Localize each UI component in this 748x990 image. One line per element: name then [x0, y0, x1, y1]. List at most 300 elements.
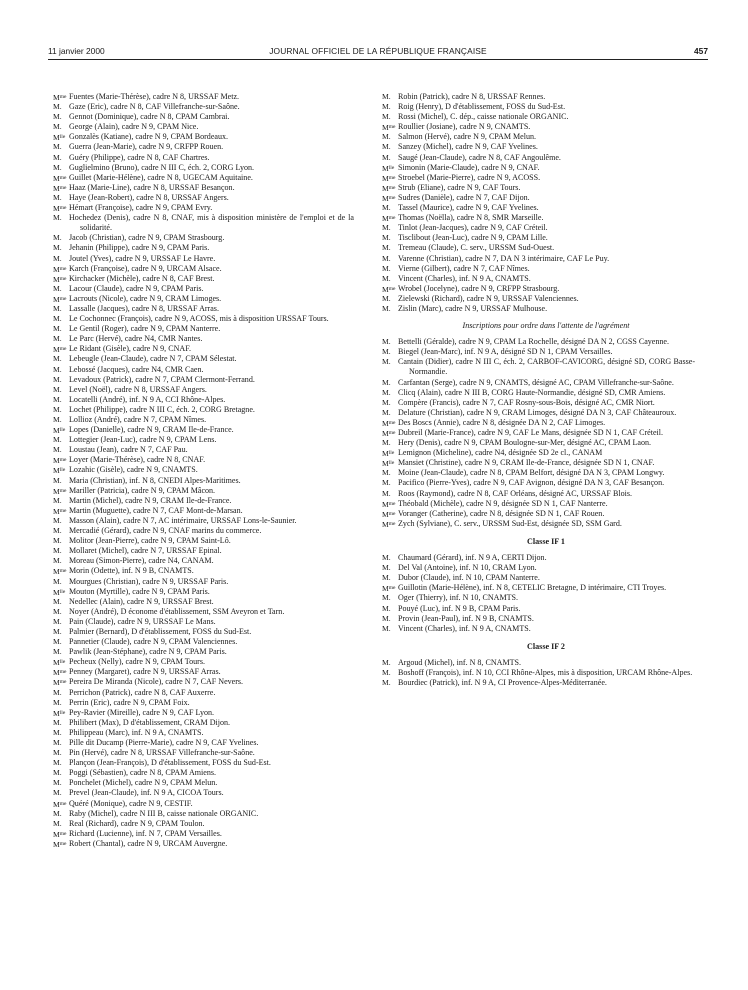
civility-title: M.	[53, 495, 62, 505]
list-item	[383, 448, 695, 458]
entry-text: Provin (Jean-Paul), inf. N 9 B, CNAMTS.	[398, 613, 534, 623]
list-item	[54, 243, 354, 253]
civility-title: $M^{me}$	[53, 678, 67, 688]
civility-title: M.	[382, 603, 391, 613]
entry-text: Boshoff (François), inf. N 10, CCI Rhône-Alpes, mis à disposition, URCAM Rhône-Alpes.	[398, 667, 693, 677]
entry-text: Roullier (Josiane), cadre N 9, CNAMTS.	[398, 122, 531, 132]
entry-text: Robin (Patrick), cadre N 8, URSSAF Rennes.	[398, 92, 546, 101]
entry-text: Gonzalès (Katiane), cadre N 9, CPAM Bordeaux.	[69, 132, 229, 142]
civility-title: $M^{me}$	[382, 173, 396, 183]
civility-title: M.	[53, 162, 62, 172]
entry-text: Pecheux (Nelly), cadre N 9, CPAM Tours.	[69, 657, 205, 667]
civility-title: M.	[53, 253, 62, 263]
civility-title: $M^{me}$	[53, 829, 67, 839]
civility-title: M.	[53, 748, 62, 758]
list-item	[54, 465, 354, 475]
entry-text: Vincent (Charles), inf. N 9 A, CNAMTS.	[398, 623, 531, 633]
entry-text: Thomas (Noëlla), cadre N 8, SMR Marseille.	[398, 213, 544, 223]
civility-title: M.	[53, 788, 62, 798]
entry-text: Poggi (Sébastien), cadre N 8, CPAM Amiens.	[69, 768, 216, 778]
entry-text: Varenne (Christian), cadre N 7, DA N 3 intérimaire, CAF Le Puy.	[398, 253, 610, 263]
list-item	[383, 668, 695, 678]
list-item	[54, 738, 354, 748]
entry-text: Simonin (Marie-Claude), cadre N 9, CNAF.	[398, 162, 540, 172]
list-item	[54, 486, 354, 496]
civility-title: M.	[382, 397, 391, 407]
civility-title: M.	[382, 347, 391, 357]
list-item	[54, 677, 354, 687]
civility-title: $M^{me}$	[382, 509, 396, 519]
civility-title: M.	[53, 354, 62, 364]
civility-title: M.	[53, 314, 62, 324]
entry-text: Lopes (Danielle), cadre N 9, CRAM Ile-de-France.	[69, 425, 234, 435]
class1-list	[383, 553, 695, 634]
entry-text: Perrichon (Patrick), cadre N 8, CAF Auxerre.	[69, 687, 216, 697]
entry-text: Locatelli (André), inf. N 9 A, CCI Rhône-Alpes.	[69, 394, 226, 404]
entry-text: Del Val (Antoine), inf. N 10, CRAM Lyon.	[398, 563, 537, 573]
civility-title: $M^{lle}$	[53, 426, 66, 436]
civility-title: $M^{lle}$	[53, 133, 66, 143]
left-column	[54, 92, 354, 849]
entry-text: Saugé (Jean-Claude), cadre N 8, CAF Angoulême.	[398, 152, 561, 162]
entry-text: Haaz (Marie-Line), cadre N 8, URSSAF Besançon.	[69, 182, 235, 192]
civility-title: $M^{me}$	[53, 506, 67, 516]
entry-text: Moreau (Simon-Pierre), cadre N4, CANAM.	[69, 556, 214, 566]
entry-text: Lollioz (André), cadre N 7, CPAM Nîmes.	[69, 415, 207, 424]
entry-text: Maria (Christian), inf. N 8, CNEDI Alpes-Maritimes.	[69, 475, 241, 485]
civility-title: M.	[382, 102, 391, 112]
list-item	[54, 405, 354, 415]
civility-title: $M^{me}$	[53, 799, 67, 809]
list-item	[54, 597, 354, 607]
list-item	[54, 657, 354, 667]
civility-title: M.	[382, 488, 391, 498]
list-item	[54, 496, 354, 506]
list-item	[383, 553, 695, 563]
list-item	[54, 193, 354, 203]
list-item	[54, 799, 354, 809]
civility-title: M.	[53, 778, 62, 788]
civility-title: M.	[53, 808, 62, 818]
entry-text: Carfantan (Serge), cadre N 9, CNAMTS, désigné AC, CPAM Villefranche-sur-Saône.	[398, 377, 674, 387]
list-item	[54, 213, 354, 233]
civility-title: M.	[382, 233, 391, 243]
entry-text: Gaze (Eric), cadre N 8, CAF Villefranche-sur-Saône.	[69, 102, 240, 112]
list-item	[383, 243, 695, 253]
list-item	[383, 112, 695, 122]
entry-text: Plançon (Jean-François), D d'établissement, FOSS du Sud-Est.	[69, 758, 271, 768]
civility-title: $M^{me}$	[382, 183, 396, 193]
civility-title: M.	[53, 637, 62, 647]
inscriptions-title: Inscriptions pour ordre dans l'attente de l'agrément	[462, 321, 630, 331]
entry-text: Prevel (Jean-Claude), inf. N 9 A, CICOA Tours.	[69, 788, 224, 798]
right-column	[383, 92, 695, 688]
civility-title: $M^{me}$	[53, 204, 67, 214]
list-item	[54, 647, 354, 657]
list-item	[54, 304, 354, 314]
civility-title: $M^{me}$	[53, 668, 67, 678]
list-item	[54, 617, 354, 627]
class2-title: Classe IF 2	[527, 641, 565, 651]
civility-title: M.	[382, 223, 391, 233]
list-item	[54, 445, 354, 455]
entry-text: Richard (Lucienne), inf. N 7, CPAM Versailles.	[69, 828, 222, 838]
civility-title: M.	[382, 132, 391, 142]
entry-text: Le Ridant (Gisèle), cadre N 9, CNAF.	[69, 344, 192, 354]
list-item	[54, 354, 354, 364]
entry-text: Zislin (Marc), cadre N 9, URSSAF Mulhouse.	[398, 303, 548, 313]
civility-title: M.	[53, 142, 62, 152]
entry-text: Robert (Chantal), cadre N 9, URCAM Auvergne.	[69, 838, 228, 848]
civility-title: M.	[53, 384, 62, 394]
entry-text: Lacour (Claude), cadre N 9, CPAM Paris.	[69, 283, 204, 293]
entry-text: Compère (Francis), cadre N 7, CAF Rosny-sous-Bois, désigné AC, CMR Niort.	[398, 397, 655, 407]
civility-title: $M^{me}$	[382, 499, 396, 509]
entry-text: Lozahic (Gisèle), cadre N 9, CNAMTS.	[69, 465, 198, 475]
list-item	[54, 778, 354, 788]
civility-title: M.	[53, 768, 62, 778]
civility-title: $M^{me}$	[382, 584, 396, 594]
list-item	[383, 438, 695, 448]
list-item	[383, 284, 695, 294]
entry-text: Philippeau (Marc), inf. N 9 A, CNAMTS.	[69, 727, 204, 737]
entry-text: Guéry (Philippe), cadre N 8, CAF Chartres.	[69, 152, 210, 162]
page-header	[48, 46, 708, 60]
list-item	[383, 203, 695, 213]
entry-text: Mansiet (Christine), cadre N 9, CRAM Ile-de-France, désignée SD N 1, CNAF.	[398, 458, 655, 468]
entry-text: Roig (Henry), D d'établissement, FOSS du Sud-Est.	[398, 102, 566, 112]
entry-text: Stroebel (Marie-Pierre), cadre N 9, ACOSS.	[398, 172, 541, 182]
list-item	[383, 264, 695, 274]
civility-title: M.	[53, 475, 62, 485]
civility-title: M.	[53, 758, 62, 768]
list-item	[383, 347, 695, 357]
list-item	[383, 378, 695, 388]
civility-title: $M^{me}$	[53, 274, 67, 284]
list-item	[54, 365, 354, 375]
civility-title: M.	[382, 377, 391, 387]
entry-text: Joutel (Yves), cadre N 9, URSSAF Le Havre.	[69, 253, 216, 263]
civility-title: M.	[53, 283, 62, 293]
list-item	[54, 415, 354, 425]
civility-title: M.	[53, 213, 62, 223]
list-item	[54, 839, 354, 849]
list-item	[54, 556, 354, 566]
list-item	[54, 627, 354, 637]
list-item	[383, 132, 695, 142]
civility-title: M.	[382, 657, 391, 667]
entry-text: Hery (Denis), cadre N 9, CPAM Boulogne-sur-Mer, désigné AC, CPAM Laon.	[398, 438, 652, 448]
civility-title: M.	[382, 563, 391, 573]
list-item	[383, 624, 695, 634]
entry-text: Martin (Muguette), cadre N 7, CAF Mont-de-Marsan.	[69, 505, 243, 515]
list-item	[383, 183, 695, 193]
class2-list	[383, 658, 695, 688]
entry-text: Quéré (Monique), cadre N 9, CESTIF.	[69, 798, 193, 808]
list-item	[54, 607, 354, 617]
list-item	[54, 667, 354, 677]
civility-title: M.	[382, 387, 391, 397]
civility-title: M.	[53, 152, 62, 162]
entry-text: Gennot (Dominique), cadre N 8, CPAM Cambrai.	[69, 112, 230, 122]
civility-title: M.	[53, 606, 62, 616]
list-item	[54, 708, 354, 718]
entry-text: Fuentes (Marie-Thérèse), cadre N 8, URSSAF Metz.	[69, 92, 240, 101]
entry-text: Le Cochonnec (François), cadre N 9, ACOSS, mis à disposition URSSAF Tours.	[69, 314, 329, 324]
entry-text: Haye (Jean-Robert), cadre N 8, URSSAF Angers.	[69, 192, 229, 202]
civility-title: M.	[382, 337, 391, 347]
list-item	[54, 294, 354, 304]
list-item	[54, 566, 354, 576]
entry-text: Des Boscs (Annie), cadre N 8, désignée DA N 2, CAF Limoges.	[398, 417, 606, 427]
entry-text: Ponchelet (Michel), cadre N 9, CPAM Melun.	[69, 778, 218, 788]
civility-title: M.	[53, 596, 62, 606]
entry-text: Strub (Eliane), cadre N 9, CAF Tours.	[398, 182, 521, 192]
civility-title: $M^{me}$	[53, 486, 67, 496]
civility-title: M.	[53, 324, 62, 334]
list-item	[383, 593, 695, 603]
list-item	[383, 658, 695, 668]
list-item	[54, 334, 354, 344]
list-item	[383, 274, 695, 284]
entry-text: Argoud (Michel), inf. N 8, CNAMTS.	[398, 657, 522, 667]
civility-title: $M^{me}$	[382, 284, 396, 294]
civility-title: M.	[382, 112, 391, 122]
entry-text: Mercadié (Gérard), cadre N 9, CNAF marins du commerce.	[69, 526, 262, 536]
list-item	[54, 688, 354, 698]
civility-title: M.	[53, 687, 62, 697]
entry-text: Tisclibout (Jean-Luc), cadre N 9, CPAM Lille.	[398, 233, 548, 243]
entry-text: Tinlot (Jean-Jacques), cadre N 9, CAF Créteil.	[398, 223, 548, 233]
list-item	[54, 587, 354, 597]
list-item	[54, 819, 354, 829]
civility-title: M.	[382, 142, 391, 152]
list-item	[54, 112, 354, 122]
civility-title: $M^{me}$	[382, 519, 396, 529]
entry-text: Lassalle (Jacques), cadre N 8, URSSAF Arras.	[69, 303, 219, 313]
list-item	[54, 698, 354, 708]
entry-text: Tremeau (Claude), C. serv., URSSM Sud-Ouest.	[398, 243, 555, 253]
journal-title: JOURNAL OFFICIEL DE LA RÉPUBLIQUE FRANÇAISE	[269, 46, 487, 56]
list-item	[383, 153, 695, 163]
left-list	[54, 92, 354, 849]
list-item	[54, 476, 354, 486]
civility-title: $M^{me}$	[382, 214, 396, 224]
civility-title: $M^{lle}$	[53, 466, 66, 476]
entry-text: Dubreil (Marie-France), cadre N 9, CAF Le Mans, désignée SD N 1, CAF Créteil.	[398, 428, 664, 437]
civility-title: M.	[53, 616, 62, 626]
list-item	[54, 809, 354, 819]
entry-text: Morin (Odette), inf. N 9 B, CNAMTS.	[69, 566, 194, 576]
list-item	[383, 233, 695, 243]
entry-text: Sudres (Danièle), cadre N 7, CAF Dijon.	[398, 192, 530, 202]
entry-text: Sanzey (Michel), cadre N 9, CAF Yvelines.	[398, 142, 538, 152]
entry-text: Raby (Michel), cadre N III B, caisse nationale ORGANIC.	[69, 808, 259, 818]
civility-title: $M^{me}$	[53, 345, 67, 355]
entry-text: Théobald (Michèle), cadre N 9, désignée SD N 1, CAF Nanterre.	[398, 498, 608, 508]
civility-title: M.	[382, 468, 391, 478]
list-item	[383, 604, 695, 614]
civility-title: $M^{lle}$	[382, 449, 395, 459]
civility-title: M.	[53, 334, 62, 344]
civility-title: $M^{me}$	[53, 567, 67, 577]
entry-text: Tassel (Maurice), cadre N 9, CAF Yvelines.	[398, 203, 539, 213]
list-item	[54, 203, 354, 213]
list-item	[54, 314, 354, 324]
civility-title: M.	[53, 536, 62, 546]
civility-title: M.	[382, 92, 391, 101]
civility-title: M.	[382, 303, 391, 313]
civility-title: M.	[382, 152, 391, 162]
list-item	[54, 455, 354, 465]
entry-text: Loustau (Jean), cadre N 7, CAF Pau.	[69, 445, 188, 455]
list-item	[54, 788, 354, 798]
civility-title: M.	[382, 573, 391, 583]
list-item	[383, 509, 695, 519]
list-item	[383, 478, 695, 488]
entry-text: Moine (Jean-Claude), cadre N 8, CPAM Belfort, désigné DA N 3, CPAM Longwy.	[398, 468, 665, 478]
entry-text: Pain (Claude), cadre N 9, URSSAF Le Mans.	[69, 616, 216, 626]
entry-text: Chaumard (Gérard), inf. N 9 A, CERTI Dijon.	[398, 553, 547, 563]
civility-title: $M^{me}$	[53, 173, 67, 183]
list-item	[54, 153, 354, 163]
civility-title: $M^{me}$	[382, 193, 396, 203]
civility-title: M.	[53, 515, 62, 525]
page-number: 457	[694, 46, 708, 56]
entry-text: Biegel (Jean-Marc), inf. N 9 A, désigné SD N 1, CPAM Versailles.	[398, 347, 613, 357]
entry-text: Lottegier (Jean-Luc), cadre N 9, CPAM Lens.	[69, 435, 217, 445]
list-item	[383, 583, 695, 593]
civility-title: M.	[53, 445, 62, 455]
civility-title: M.	[382, 357, 391, 367]
civility-title: M.	[53, 243, 62, 253]
entry-text: Guglielmino (Bruno), cadre N III C, éch. 2, CORG Lyon.	[69, 162, 255, 172]
list-item	[54, 768, 354, 778]
list-item	[54, 284, 354, 294]
entry-text: Zielewski (Richard), cadre N 9, URSSAF Valenciennes.	[398, 293, 579, 303]
list-item	[54, 577, 354, 587]
list-item	[383, 614, 695, 624]
entry-text: Oger (Thierry), inf. N 10, CNAMTS.	[398, 593, 519, 603]
entry-text: Roos (Raymond), cadre N 8, CAF Orléans, désigné AC, URSSAF Blois.	[398, 488, 633, 498]
entry-text: Rossi (Michel), C. dép., caisse nationale ORGANIC.	[398, 112, 569, 122]
entry-text: Mollaret (Michel), cadre N 7, URSSAF Epinal.	[69, 546, 222, 556]
list-item	[54, 264, 354, 274]
list-item	[54, 324, 354, 334]
list-item	[54, 516, 354, 526]
civility-title: M.	[53, 647, 62, 657]
civility-title: M.	[53, 717, 62, 727]
civility-title: M.	[53, 556, 62, 566]
entry-text: Pouyé (Luc), inf. N 9 B, CPAM Paris.	[398, 603, 521, 613]
entry-text: Mourgues (Christian), cadre N 9, URSSAF Paris.	[69, 576, 229, 586]
entry-text: Pey-Ravier (Mireille), cadre N 9, CAF Lyon.	[69, 707, 215, 717]
list-item	[54, 728, 354, 738]
civility-title: M.	[53, 394, 62, 404]
entry-text: Molitor (Jean-Pierre), cadre N 9, CPAM Saint-Lô.	[69, 536, 231, 546]
entry-text: Vincent (Charles), inf. N 9 A, CNAMTS.	[398, 273, 531, 283]
civility-title: M.	[53, 738, 62, 747]
civility-title: M.	[53, 192, 62, 202]
list-item	[383, 388, 695, 398]
entry-text: Mariller (Patricia), cadre N 9, CPAM Mâcon.	[69, 485, 216, 495]
civility-title: M.	[382, 593, 391, 603]
entry-text: Levadoux (Patrick), cadre N 7, CPAM Clermont-Ferrand.	[69, 374, 255, 384]
entry-text: Philibert (Max), D d'établissement, CRAM Dijon.	[69, 717, 231, 727]
list-item	[383, 563, 695, 573]
civility-title: M.	[53, 404, 62, 414]
entry-text: Real (Richard), cadre N 9, CPAM Toulon.	[69, 818, 205, 828]
entry-text: Level (Noël), cadre N 8, URSSAF Angers.	[69, 384, 207, 394]
list-item	[383, 142, 695, 152]
civility-title: $M^{me}$	[53, 264, 67, 274]
entry-text: George (Alain), cadre N 9, CPAM Nice.	[69, 122, 199, 132]
entry-text: Pannetier (Claude), cadre N 9, CPAM Valenciennes.	[69, 637, 238, 647]
list-item	[383, 102, 695, 112]
entry-text: Karch (Françoise), cadre N 9, URCAM Alsace.	[69, 263, 222, 273]
entry-text: Nedellec (Alain), cadre N 9, URSSAF Brest.	[69, 596, 214, 606]
list-item	[383, 173, 695, 183]
entry-text: Lebeugle (Jean-Claude), cadre N 7, CPAM Sélestat.	[69, 354, 237, 364]
entry-text: Pin (Hervé), cadre N 8, URSSAF Villefranche-sur-Saône.	[69, 748, 255, 758]
civility-title: M.	[382, 253, 391, 263]
civility-title: M.	[382, 613, 391, 623]
civility-title: M.	[53, 546, 62, 556]
civility-title: M.	[53, 364, 62, 374]
list-item	[54, 506, 354, 516]
right-top-list	[383, 92, 695, 314]
entry-text: Palmier (Bernard), D d'établissement, FOSS du Sud-Est.	[69, 626, 252, 636]
civility-title: M.	[53, 697, 62, 707]
civility-title: M.	[382, 438, 391, 448]
civility-title: M.	[53, 626, 62, 636]
entry-text: Hochedez (Denis), cadre N 8, CNAF, mis à disposition ministère de l'emploi et de la solidarité.	[69, 213, 354, 233]
list-item	[383, 304, 695, 314]
entry-text: Kirchacker (Michèle), cadre N 8, CAF Brest.	[69, 273, 215, 283]
entry-text: Loyer (Marie-Thérèse), cadre N 8, CNAF.	[69, 455, 206, 465]
civility-title: M.	[382, 623, 391, 633]
list-item	[383, 489, 695, 499]
entry-text: Jacob (Christian), cadre N 9, CPAM Strasbourg.	[69, 233, 225, 243]
entry-text: Pille dit Ducamp (Pierre-Marie), cadre N 9, CAF Yvelines.	[69, 738, 259, 747]
entry-text: Penney (Margaret), cadre N 9, URSSAF Arras.	[69, 667, 221, 677]
entry-text: Le Parc (Hervé), cadre N4, CMR Nantes.	[69, 334, 203, 344]
list-item	[54, 92, 354, 102]
civility-title: M.	[53, 374, 62, 384]
list-item	[54, 385, 354, 395]
inscriptions-list	[383, 337, 695, 529]
civility-title: M.	[53, 727, 62, 737]
list-item	[383, 92, 695, 102]
civility-title: $M^{me}$	[382, 418, 396, 428]
list-item	[54, 395, 354, 405]
entry-text: Salmon (Hervé), cadre N 9, CPAM Melun.	[398, 132, 537, 142]
civility-title: $M^{me}$	[382, 123, 396, 133]
list-item	[383, 418, 695, 428]
list-item	[54, 748, 354, 758]
list-item	[383, 213, 695, 223]
civility-title: M.	[53, 112, 62, 122]
entry-text: Jehanin (Philippe), cadre N 9, CPAM Paris.	[69, 243, 210, 253]
list-item	[54, 718, 354, 728]
civility-title: $M^{lle}$	[53, 587, 66, 597]
civility-title: $M^{lle}$	[382, 163, 395, 173]
entry-text: Lemignon (Micheline), cadre N4, désignée SD 2e cl., CANAM	[398, 448, 603, 458]
civility-title: M.	[53, 233, 62, 243]
entry-text: Wrobel (Jocelyne), cadre N 9, CRFPP Strasbourg.	[398, 283, 560, 293]
civility-title: M.	[382, 407, 391, 417]
entry-text: Voranger (Catherine), cadre N 8, désignée SD N 1, CAF Rouen.	[398, 508, 605, 518]
